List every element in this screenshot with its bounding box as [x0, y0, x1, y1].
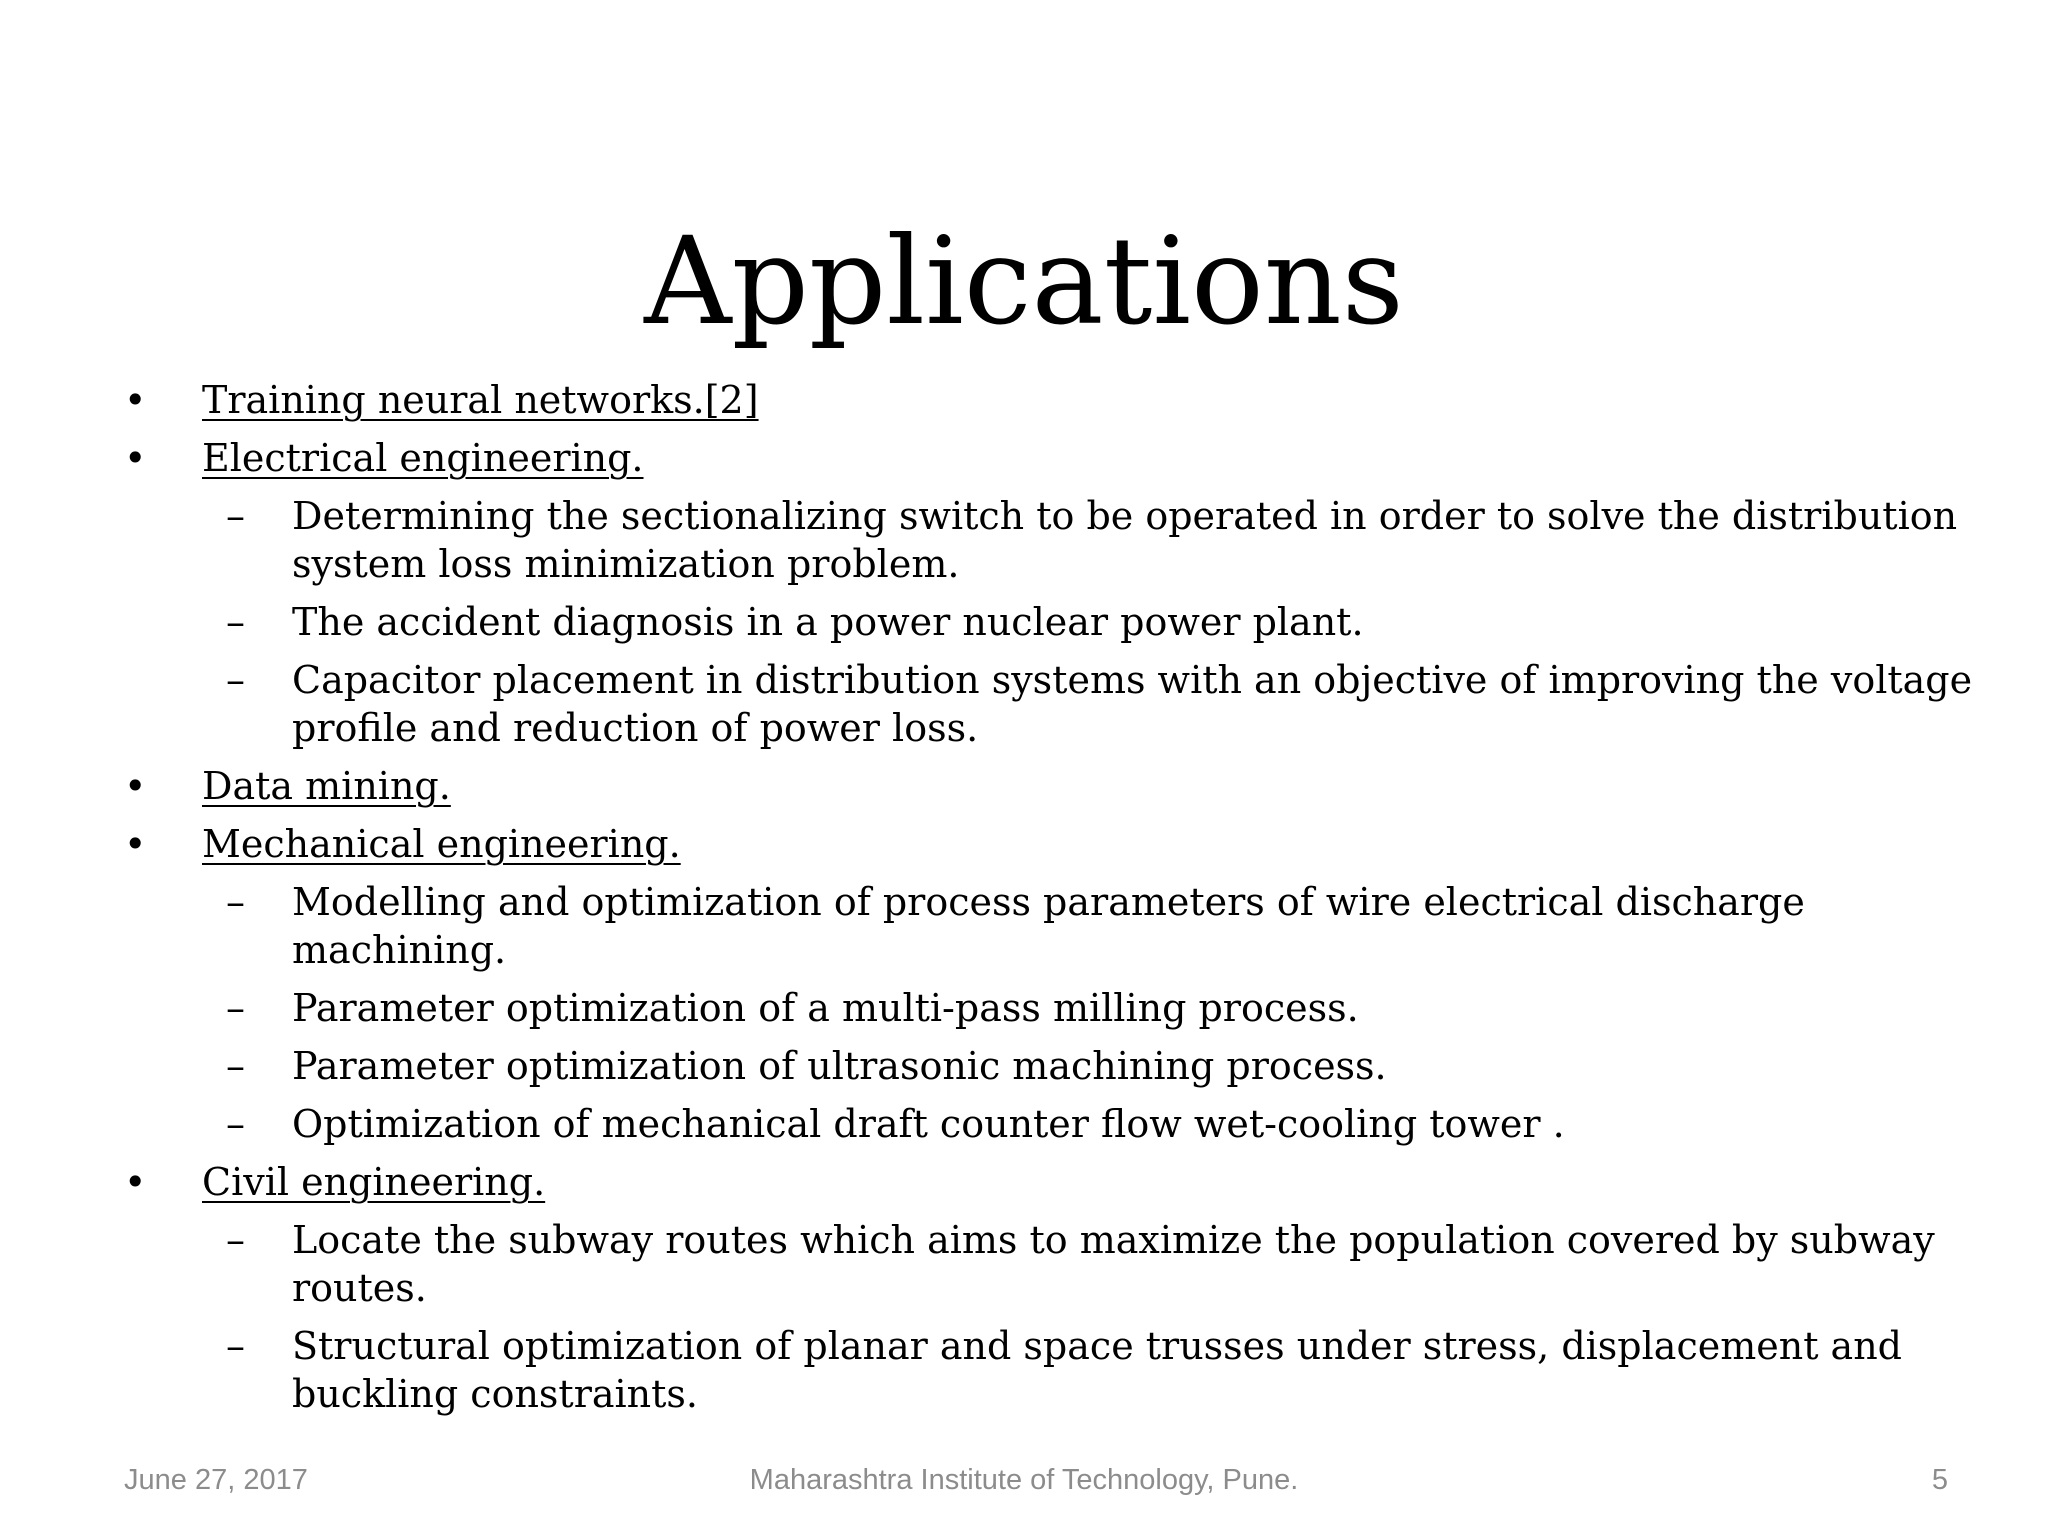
slide-title: Applications: [644, 211, 1404, 353]
sub-bullet-item: [226, 979, 1990, 1037]
dash-icon: –: [226, 600, 245, 644]
sub-bullet-text: The accident diagnosis in a power nuclear power plant.: [292, 600, 1364, 644]
footer-page-number: 5: [1931, 1464, 1948, 1496]
bullet-item-label: Mechanical engineering.: [202, 822, 681, 866]
bullet-item: [110, 757, 1990, 815]
bullet-item-label: Electrical engineering.: [202, 436, 644, 480]
sub-bullet-text: Optimization of mechanical draft counter flow wet-cooling tower .: [292, 1102, 1565, 1146]
footer-date: June 27, 2017: [124, 1464, 308, 1496]
sub-bullet-item: [226, 1211, 1990, 1317]
bullet-list: [110, 371, 1990, 1423]
bullet-item-label: Data mining.: [202, 764, 451, 808]
bullet-item: [110, 429, 1990, 487]
bullet-dot-icon: •: [124, 822, 147, 866]
dash-icon: –: [226, 1218, 245, 1262]
dash-icon: –: [226, 986, 245, 1030]
bullet-item-label: Civil engineering.: [202, 1160, 546, 1204]
dash-icon: –: [226, 880, 245, 924]
sub-bullet-text: Structural optimization of planar and space trusses under stress, displacement and buckling constraints.: [292, 1324, 1903, 1416]
dash-icon: –: [226, 494, 245, 538]
sub-bullet-item: [226, 651, 1990, 757]
bullet-dot-icon: •: [124, 1160, 147, 1204]
bullet-dot-icon: •: [124, 436, 147, 480]
bullet-item-label: Training neural networks.[2]: [202, 378, 759, 422]
sub-bullet-text: Modelling and optimization of process parameters of wire electrical discharge machining.: [292, 880, 1805, 972]
sub-bullet-text: Locate the subway routes which aims to maximize the population covered by subway routes.: [292, 1218, 1935, 1310]
sub-bullet-item: [226, 1317, 1990, 1423]
sub-bullet-item: [226, 487, 1990, 593]
sub-bullet-item: [226, 593, 1990, 651]
bullet-dot-icon: •: [124, 378, 147, 422]
sub-bullet-item: [226, 1037, 1990, 1095]
dash-icon: –: [226, 658, 245, 702]
sub-bullet-text: Determining the sectionalizing switch to be operated in order to solve the distribution system loss minimization problem.: [292, 494, 1958, 586]
sub-bullet-item: [226, 873, 1990, 979]
bullet-item: [110, 1153, 1990, 1211]
dash-icon: –: [226, 1044, 245, 1088]
sub-bullet-item: [226, 1095, 1990, 1153]
footer-institution: Maharashtra Institute of Technology, Pune.: [749, 1464, 1299, 1496]
sub-bullet-text: Parameter optimization of a multi-pass milling process.: [292, 986, 1359, 1030]
bullet-dot-icon: •: [124, 764, 147, 808]
bullet-item: [110, 815, 1990, 873]
sub-bullet-text: Parameter optimization of ultrasonic machining process.: [292, 1044, 1387, 1088]
bullet-item: [110, 371, 1990, 429]
dash-icon: –: [226, 1102, 245, 1146]
sub-bullet-text: Capacitor placement in distribution systems with an objective of improving the voltage profile and reduction of power loss.: [292, 658, 1973, 750]
dash-icon: –: [226, 1324, 245, 1368]
